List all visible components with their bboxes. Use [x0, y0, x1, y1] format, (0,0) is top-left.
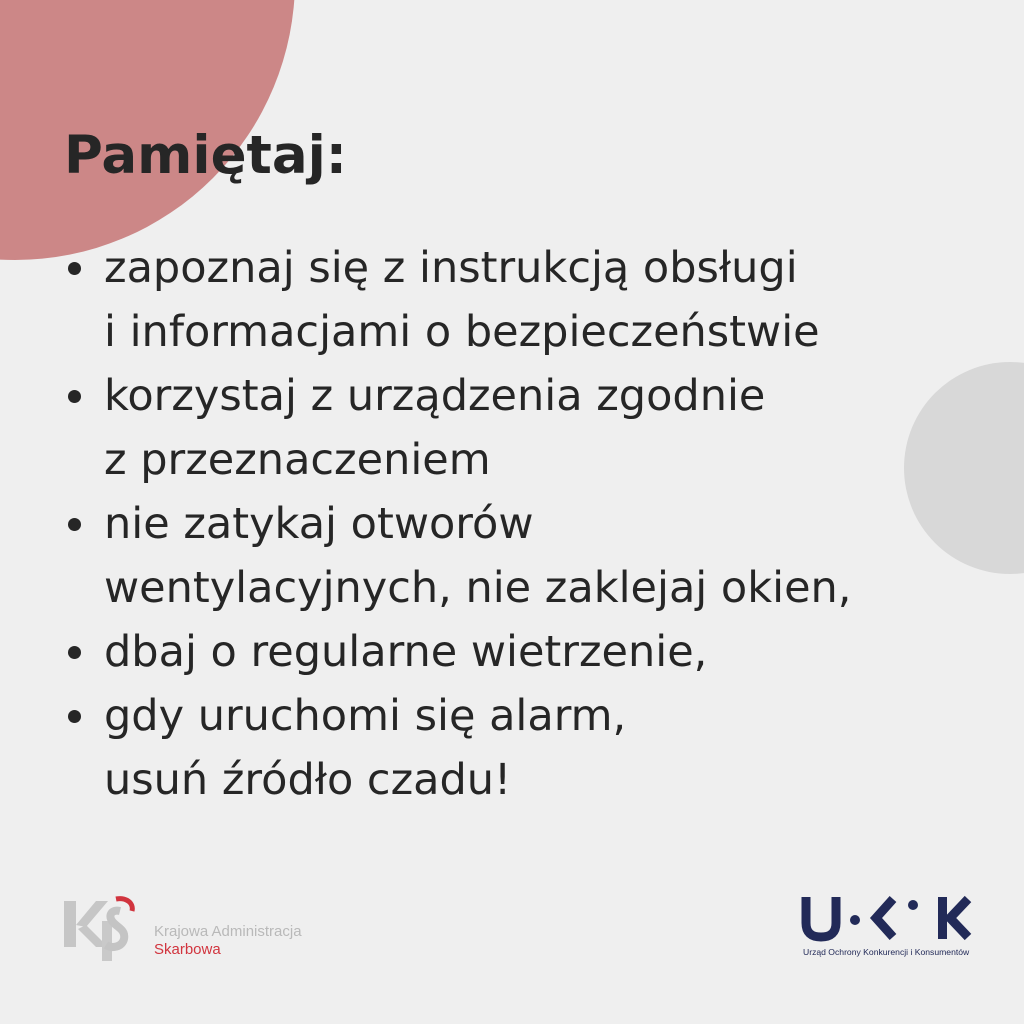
bullet-icon: [68, 518, 81, 531]
decorative-circle-grey: [904, 362, 1024, 574]
list-item: [64, 684, 851, 812]
page-title: Pamiętaj:: [64, 125, 347, 186]
list-item-line: gdy uruchomi się alarm,: [104, 691, 627, 741]
kas-logo: [62, 895, 352, 965]
bullet-icon: [68, 390, 81, 403]
list-item: [64, 364, 851, 492]
kas-name-line2: Skarbowa: [154, 941, 221, 958]
list-item-line: i informacjami o bezpieczeństwie: [104, 307, 820, 357]
bullet-icon: [68, 646, 81, 659]
list-item-line: nie zatykaj otworów: [104, 499, 534, 549]
list-item-line: zapoznaj się z instrukcją obsługi: [104, 243, 798, 293]
list-item: [64, 236, 851, 364]
kas-name-line1: Krajowa Administracja: [154, 923, 302, 940]
tips-list: [64, 236, 851, 812]
list-item-line: korzystaj z urządzenia zgodnie: [104, 371, 766, 421]
list-item: [64, 620, 851, 684]
list-item: [64, 492, 851, 620]
uokik-wordmark-icon: [800, 893, 975, 943]
list-item-line: usuń źródło czadu!: [104, 755, 512, 805]
list-item-line: wentylacyjnych, nie zaklejaj okien,: [104, 563, 852, 613]
bullet-icon: [68, 710, 81, 723]
bullet-icon: [68, 262, 81, 275]
list-item-line: z przeznaczeniem: [104, 435, 491, 485]
kas-wordmark: [154, 923, 302, 959]
uokik-logo: [800, 893, 975, 963]
kas-emblem-icon: [62, 895, 142, 965]
uokik-caption: Urząd Ochrony Konkurencji i Konsumentów: [803, 947, 970, 957]
list-item-line: dbaj o regularne wietrzenie,: [104, 627, 708, 677]
